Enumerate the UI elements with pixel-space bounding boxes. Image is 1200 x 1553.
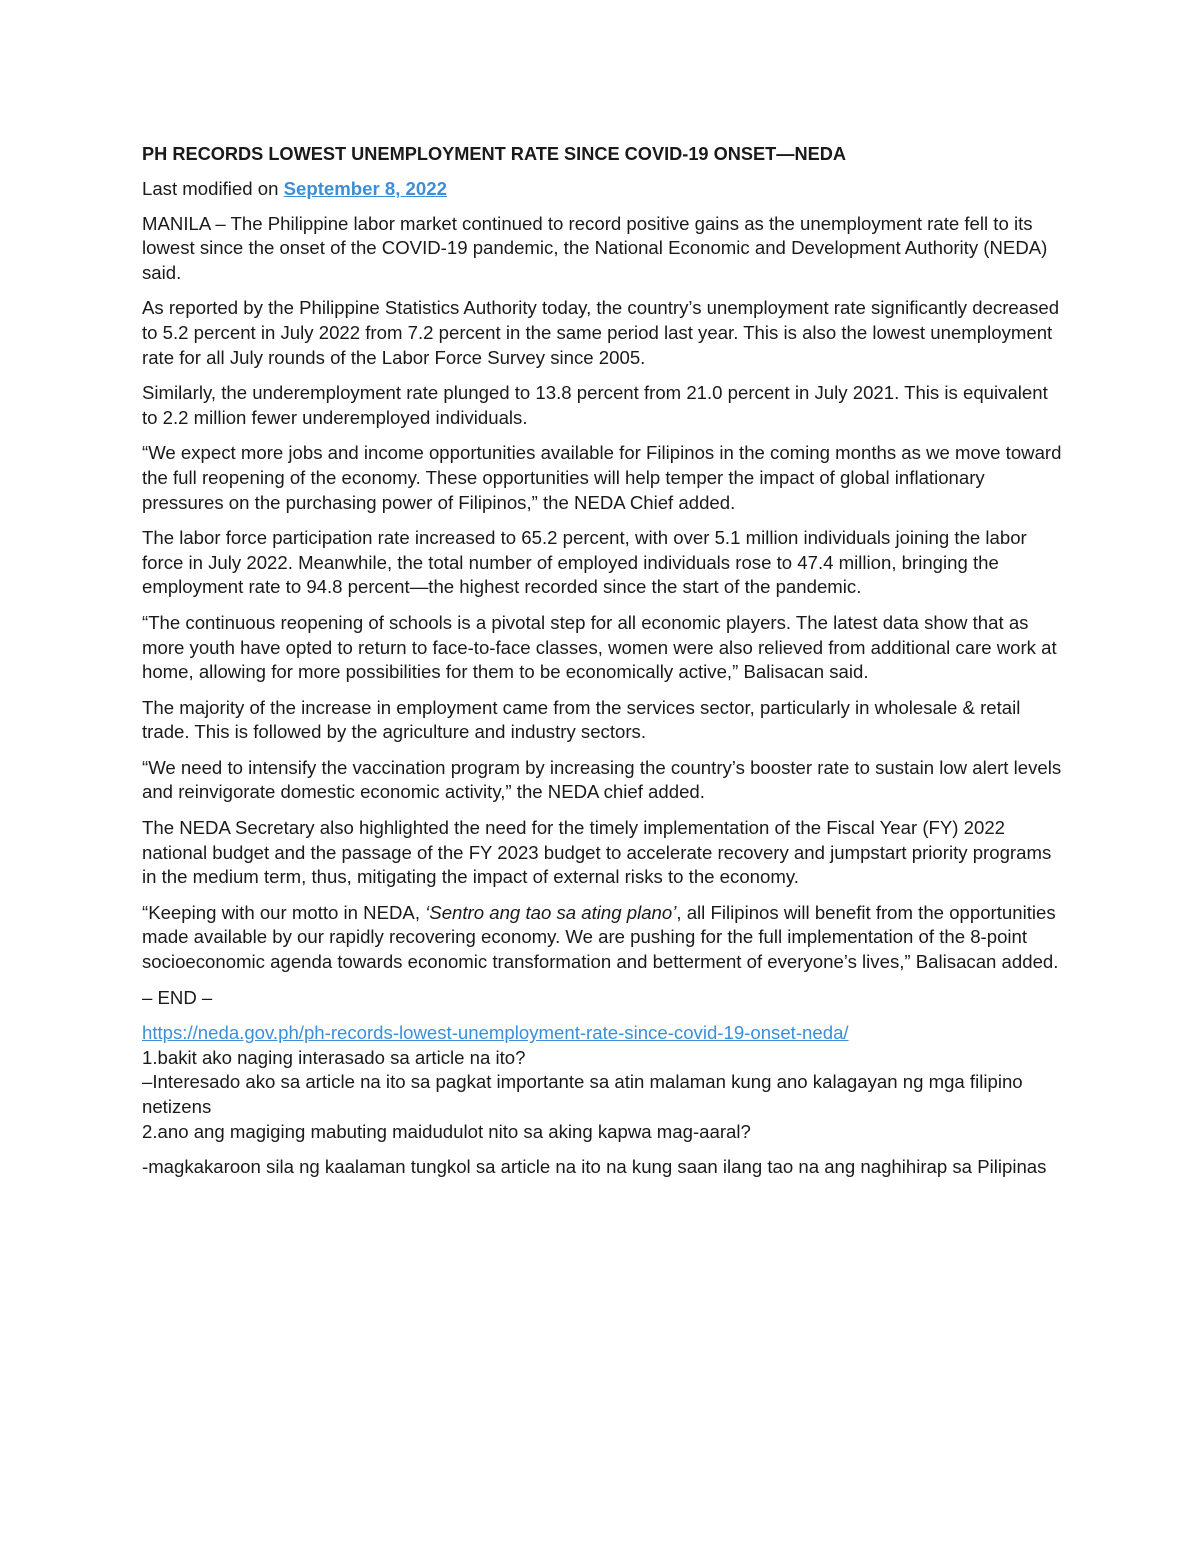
paragraph-9: The NEDA Secretary also highlighted the need for the timely implementation of the Fiscal Year (FY) 2022 national budget and the passage of the FY 2023 budget to accelerate recovery and jumpstart priority programs in the medium term, thus, mitigating the impact of external risks to the economy. — [142, 817, 1052, 888]
source-link-line — [142, 1021, 1062, 1046]
paragraph-8: “We need to intensify the vaccination program by increasing the country’s booster rate to sustain low alert levels and reinvigorate domestic economic activity,” the NEDA chief added. — [142, 756, 1062, 803]
article-title: PH RECORDS LOWEST UNEMPLOYMENT RATE SINCE COVID-19 ONSET—NEDA — [142, 144, 846, 164]
source-link[interactable]: https://neda.gov.ph/ph-records-lowest-unemployment-rate-since-covid-19-onset-neda/ — [142, 1022, 849, 1044]
paragraph-7: The majority of the increase in employment came from the services sector, particularly in wholesale & retail trade. This is followed by the agriculture and industry sectors. — [142, 696, 1021, 743]
paragraph-4: “We expect more jobs and income opportunities available for Filipinos in the coming months as we move toward the full reopening of the economy. These opportunities will help temper the impact of global inflationary pressures on the purchasing power of Filipinos,” the NEDA Chief added. — [142, 442, 1062, 513]
document-page — [142, 142, 1062, 1180]
question-2: 2.ano ang magiging mabuting maidudulot nito sa aking kapwa mag-aaral? — [142, 1120, 751, 1142]
motto-italic: ‘Sentro ang tao sa ating plano’ — [425, 901, 677, 923]
answer-1: –Interesado ako sa article na ito sa pagkat importante sa atin malaman kung ano kalagayan ng mga filipino netizens — [142, 1071, 1023, 1117]
modified-date-link[interactable]: September 8, 2022 — [283, 178, 447, 199]
answer-2: -magkakaroon sila ng kaalaman tungkol sa article na ito na kung saan ilang tao na ang naghihirap sa Pilipinas — [142, 1156, 1047, 1178]
modified-line — [142, 177, 1062, 202]
modified-prefix: Last modified on — [142, 178, 284, 199]
question-1: 1.bakit ako naging interasado sa article na ito? — [142, 1046, 526, 1068]
paragraph-6: “The continuous reopening of schools is a pivotal step for all economic players. The latest data show that as more youth have opted to return to face-to-face classes, women were also relieved from additional care work at home, allowing for more possibilities for them to be economically active,” Balisacan said. — [142, 611, 1057, 683]
quote-after: , all Filipinos will benefit from the opportunities made available by our rapidly recovering economy. We are pushing for the full implementation of the 8-point socioeconomic agenda towards economic transformation and betterment of everyone’s lives,” Balisacan added. — [142, 901, 1059, 973]
paragraph-3: Similarly, the underemployment rate plunged to 13.8 percent from 21.0 percent in July 2021. This is equivalent to 2.2 million fewer underemployed individuals. — [142, 382, 1048, 428]
paragraph-2: As reported by the Philippine Statistics Authority today, the country’s unemployment rate significantly decreased to 5.2 percent in July 2022 from 7.2 percent in the same period last year. This is also the lowest unemployment rate for all July rounds of the Labor Force Survey since 2005. — [142, 297, 1060, 368]
quote-before: “Keeping with our motto in NEDA, — [142, 901, 426, 923]
paragraph-10 — [142, 901, 1062, 975]
end-marker: – END – — [142, 986, 213, 1008]
paragraph-5: The labor force participation rate increased to 65.2 percent, with over 5.1 million individuals joining the labor force in July 2022. Meanwhile, the total number of employed individuals rose to 47.4 million, bringing the employment rate to 94.8 percent—the highest recorded since the start of the pandemic. — [142, 527, 1027, 598]
paragraph-1: MANILA – The Philippine labor market continued to record positive gains as the unemployment rate fell to its lowest since the onset of the COVID-19 pandemic, the National Economic and Development Authority (NEDA) said. — [142, 212, 1048, 283]
